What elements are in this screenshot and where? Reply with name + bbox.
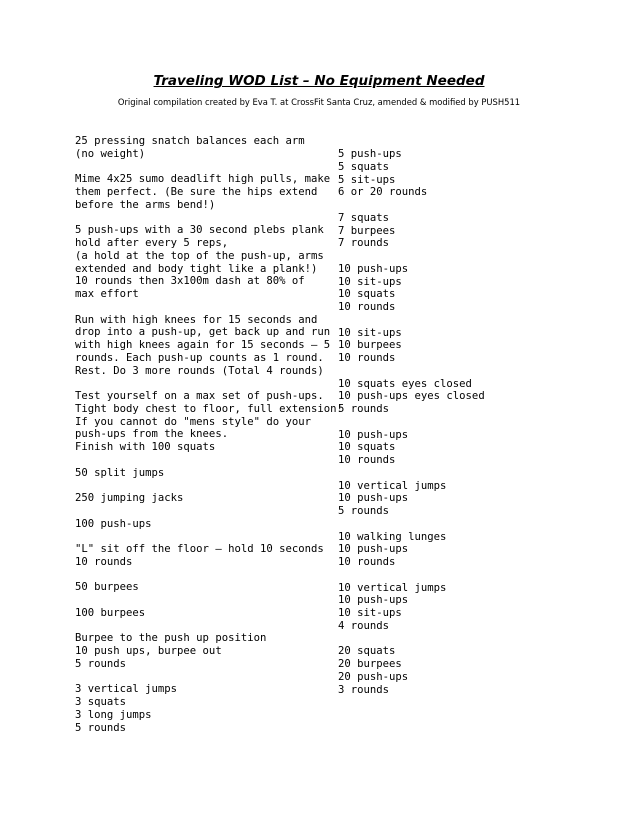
workout-line: 5 rounds: [338, 403, 390, 415]
workout-line: 5 rounds: [75, 721, 127, 734]
workout-line: 7 rounds: [338, 237, 390, 250]
workout-list-left-column: [75, 135, 343, 734]
workout-line: max effort: [75, 288, 139, 300]
workout-line: 10 push-ups eyes closed: [338, 390, 485, 403]
workout-line: 3 rounds: [338, 683, 390, 696]
workout-line: [75, 454, 343, 467]
workout-line: 3 vertical jumps: [75, 683, 178, 696]
workout-line: Mime 4x25 sumo deadlift high pulls, make: [75, 173, 331, 186]
workout-line: 20 squats: [338, 645, 396, 658]
workout-list-right-column: [338, 148, 485, 696]
workout-line: extended and body tight like a plank!): [75, 262, 318, 275]
workout-line: (a hold at the top of the push-up, arms: [75, 249, 324, 262]
workout-line: 7 burpees: [338, 224, 396, 237]
attribution-subtitle: Original compilation created by Eva T. at CrossFit Santa Cruz, amended & modified by PUSH511: [117, 97, 521, 107]
workout-line: 10 squats eyes closed: [338, 377, 472, 390]
workout-line: 10 rounds: [75, 555, 133, 568]
workout-line: 10 sit-ups: [338, 275, 402, 288]
workout-line: 10 sit-ups: [338, 326, 402, 339]
workout-line: 3 long jumps: [75, 708, 152, 721]
workout-line: 10 squats: [338, 288, 396, 301]
workout-line: 6 or 20 rounds: [338, 186, 428, 199]
workout-line: Rest. Do 3 more rounds (Total 4 rounds): [75, 364, 324, 377]
workout-line: them perfect. (Be sure the hips extend: [75, 186, 318, 198]
workout-line: rounds. Each push-up counts as 1 round.: [75, 351, 324, 364]
workout-line: 10 squats: [338, 441, 396, 454]
workout-line: push-ups from the knees.: [75, 428, 229, 441]
workout-line: before the arms bend!): [75, 198, 216, 211]
workout-line: [75, 212, 343, 225]
workout-line: 20 push-ups: [338, 670, 409, 683]
workout-line: [75, 569, 343, 582]
workout-line: 10 burpees: [338, 339, 402, 352]
page-title: Traveling WOD List – No Equipment Needed: [153, 73, 485, 89]
workout-line: 4 rounds: [338, 619, 390, 632]
workout-line: 10 rounds: [338, 352, 396, 364]
workout-line: Burpee to the push up position: [75, 632, 267, 645]
workout-line: 5 rounds: [75, 657, 127, 670]
workout-line: [338, 518, 485, 531]
workout-line: [75, 505, 343, 518]
workout-line: 10 push-ups: [338, 262, 409, 275]
workout-line: 10 push-ups: [338, 428, 409, 441]
workout-line: 50 split jumps: [75, 466, 165, 479]
workout-line: [75, 377, 343, 390]
workout-line: Run with high knees for 15 seconds and: [75, 313, 318, 326]
workout-line: [75, 479, 343, 492]
workout-line: [338, 633, 485, 646]
workout-line: If you cannot do "mens style" do your: [75, 415, 311, 428]
workout-line: 10 rounds: [338, 301, 396, 313]
workout-line: 5 squats: [338, 160, 390, 173]
workout-line: 5 push-ups with a 30 second plebs plank: [75, 224, 324, 237]
workout-line: 10 sit-ups: [338, 607, 402, 619]
workout-line: [75, 161, 343, 174]
workout-line: [338, 416, 485, 429]
workout-line: 10 vertical jumps: [338, 479, 447, 492]
workout-line: [338, 569, 485, 582]
workout-line: [75, 530, 343, 543]
workout-line: 10 push-ups: [338, 543, 409, 556]
workout-line: [338, 250, 485, 263]
workout-line: Test yourself on a max set of push-ups.: [75, 390, 324, 402]
workout-line: 10 push-ups: [338, 594, 409, 607]
workout-line: (no weight): [75, 147, 146, 160]
workout-line: [75, 620, 343, 633]
workout-line: 250 jumping jacks: [75, 492, 184, 504]
workout-line: 10 rounds: [338, 556, 396, 568]
workout-line: 10 walking lunges: [338, 530, 447, 543]
workout-line: 10 rounds then 3x100m dash at 80% of: [75, 275, 305, 288]
workout-line: [338, 467, 485, 480]
workout-line: [75, 594, 343, 607]
workout-line: 10 vertical jumps: [338, 581, 447, 594]
workout-line: drop into a push-up, get back up and run: [75, 326, 331, 339]
workout-line: 7 squats: [338, 211, 390, 224]
workout-line: 20 burpees: [338, 658, 402, 670]
workout-line: [338, 199, 485, 212]
workout-line: 10 push-ups: [338, 492, 409, 505]
workout-line: Tight body chest to floor, full extension!: [75, 402, 343, 415]
workout-line: 5 sit-ups: [338, 173, 396, 186]
workout-line: [75, 671, 343, 684]
workout-line: with high knees again for 15 seconds – 5: [75, 339, 331, 351]
workout-line: [75, 301, 343, 314]
workout-line: 5 rounds: [338, 505, 390, 517]
workout-line: 25 pressing snatch balances each arm: [75, 135, 305, 147]
workout-line: 100 burpees: [75, 606, 146, 619]
workout-line: 10 push ups, burpee out: [75, 645, 222, 657]
workout-line: "L" sit off the floor – hold 10 seconds: [75, 543, 324, 555]
workout-line: 3 squats: [75, 696, 127, 708]
workout-line: [338, 365, 485, 378]
workout-line: 100 push-ups: [75, 517, 152, 530]
workout-line: Finish with 100 squats: [75, 441, 216, 453]
workout-line: 10 rounds: [338, 454, 396, 466]
workout-line: 50 burpees: [75, 581, 139, 594]
workout-line: 5 push-ups: [338, 148, 402, 160]
workout-line: [338, 314, 485, 327]
workout-line: hold after every 5 reps,: [75, 237, 229, 249]
